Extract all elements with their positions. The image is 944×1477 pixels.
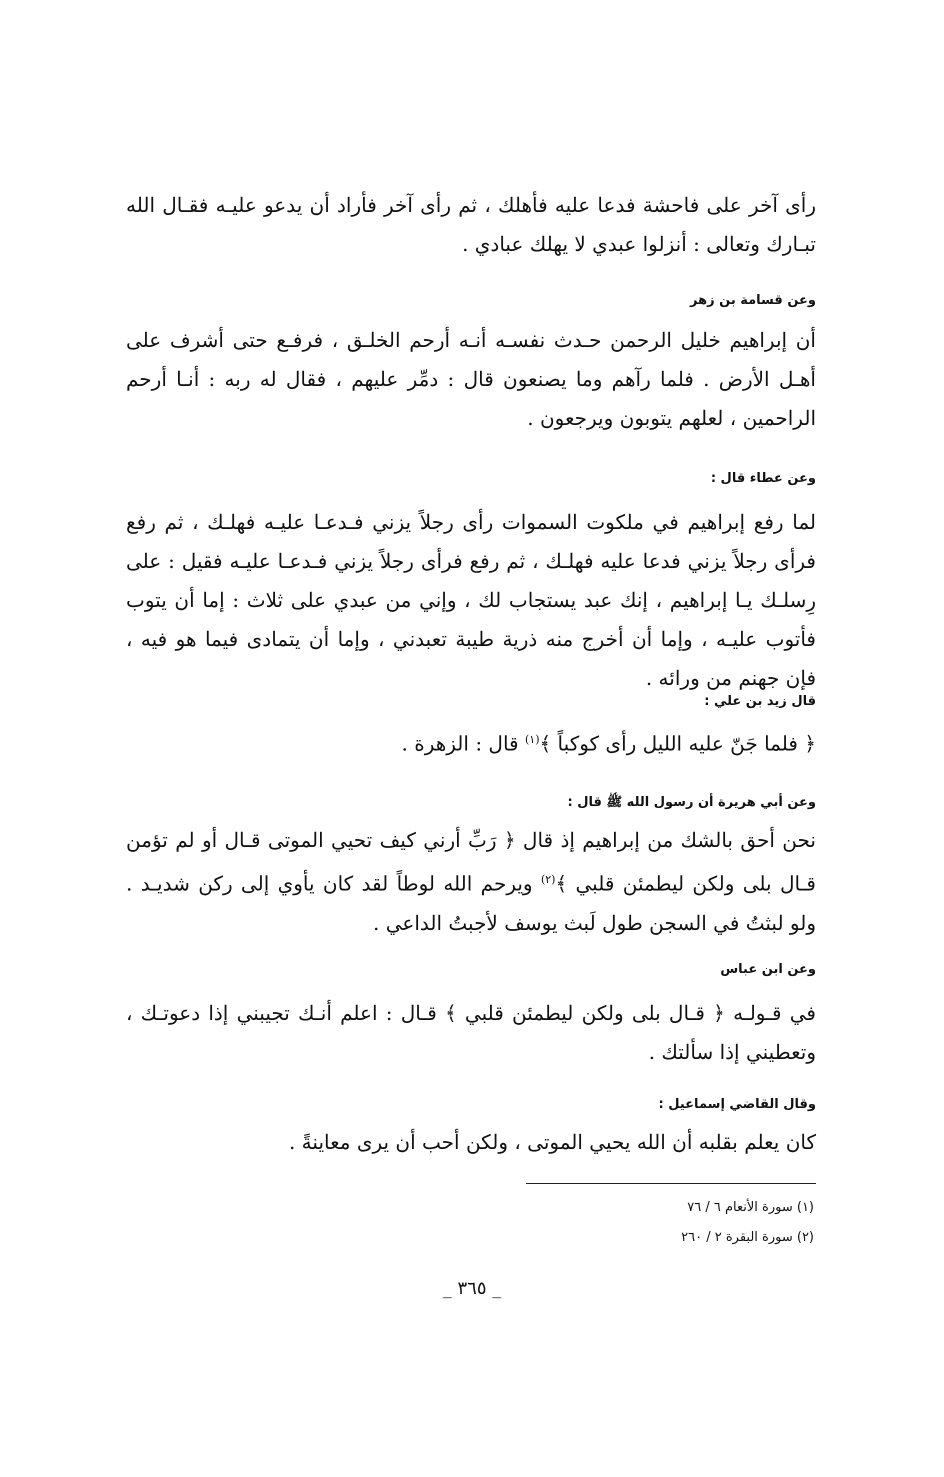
paragraph-text: رأى آخر على فاحشة فدعا عليه فأهلك ، ثم رأى آخر فأراد أن يدعو عليـه فقـال الله تبـارك وتعالى : أنزلوا عبدي لا يهلك عبادي . (126, 193, 816, 256)
paragraph-4 (126, 692, 816, 764)
paragraph-3 (126, 469, 816, 698)
paragraph-6 (126, 960, 816, 1072)
footnote-1: (١) سورة الأنعام ٦ / ٧٦ (687, 1200, 814, 1215)
paragraph-text: كان يعلم بقلبه أن الله يحيي الموتى ، ولكن أحب أن يرى معاينةً . (288, 1130, 816, 1154)
footnote-marker: (٢) (540, 873, 556, 886)
footnote-2: (٢) سورة البقرة ٢ / ٢٦٠ (681, 1230, 814, 1245)
footnote-divider (526, 1183, 816, 1184)
page-number: _ ٣٦٥ _ (442, 1278, 502, 1299)
section-heading: وعن ابن عباس (720, 962, 816, 977)
paragraph-text (126, 821, 816, 943)
section-heading: وقال القاضي إسماعيل : (658, 1097, 816, 1112)
footnote-marker: (١) (524, 733, 540, 746)
section-heading: وعن أبي هريرة أن رسول الله ﷺ قال : (567, 795, 816, 810)
section-heading: وعن قسامة بن زهر (690, 293, 816, 308)
section-heading: وعن عطاء قال : (710, 471, 816, 486)
paragraph-text: لما رفع إبراهيم في ملكوت السموات رأى رجلاً يزني فـدعـا عليـه فهلـك ، ثم رفع فرأى رجلاً يزني فدعا عليه فهلـك ، ثم رفع فرأى رجلاً يزني فـدعـا عليـه فقيل : على رِسلـك يـا إبراهيم ، إنك عبد يستجاب لك ، وإني من عبدي على ثلاث : إما أن يتوب فأتوب عليـه ، وإما أن أخرج منه ذرية طيبة تعبدني ، وإما أن يتمادى فيما هو فيه ، فإن جهنم من ورائه . (126, 510, 816, 690)
paragraph-text: في قـولـه ﴿ قـال بلى ولكن ليطمئن قلبي ﴾ قـال : اعلم أنـك تجيبني إذا دعوتـك ، وتعطيني إذا سألتك . (126, 1001, 816, 1064)
paragraph-text-continued: ويرحم الله لوطاً لقد كان يأوي إلى ركن شديـد . ولو لبثتُ في السجن طول لَبث يوسف لأجبتُ الداعي . (126, 871, 816, 935)
paragraph-2 (126, 291, 816, 438)
section-heading: قال زيد بن علي : (704, 694, 816, 709)
paragraph-text-continued: قال : الزهرة . (401, 731, 525, 756)
paragraph-5 (126, 793, 816, 943)
paragraph-text: أن إبراهيم خليل الرحمن حـدث نفسـه أنـه أرحم الخلـق ، فرفـع حتى أشرف على أهـل الأرض . فلما رآهم وما يصنعون قال : دمِّر عليهم ، فقال له ربه : أنـا أرحم الراحمين ، لعلهم يتوبون ويرجعون . (126, 328, 816, 430)
quran-verse: ﴿ فلما جَنّ عليه الليل رأى كوكباً ﴾ (539, 731, 816, 756)
paragraph-text (126, 720, 816, 764)
hadith-text: نحن أحق بالشك من إبراهيم إذ قال ﴿ رَبِّ أرني كيف تحيي الموتى قـال أو لم تؤمن قـال بلى ولكن ليطمئن قلبي ﴾ (126, 828, 816, 896)
paragraph-1 (126, 186, 816, 264)
paragraph-7 (126, 1095, 816, 1162)
